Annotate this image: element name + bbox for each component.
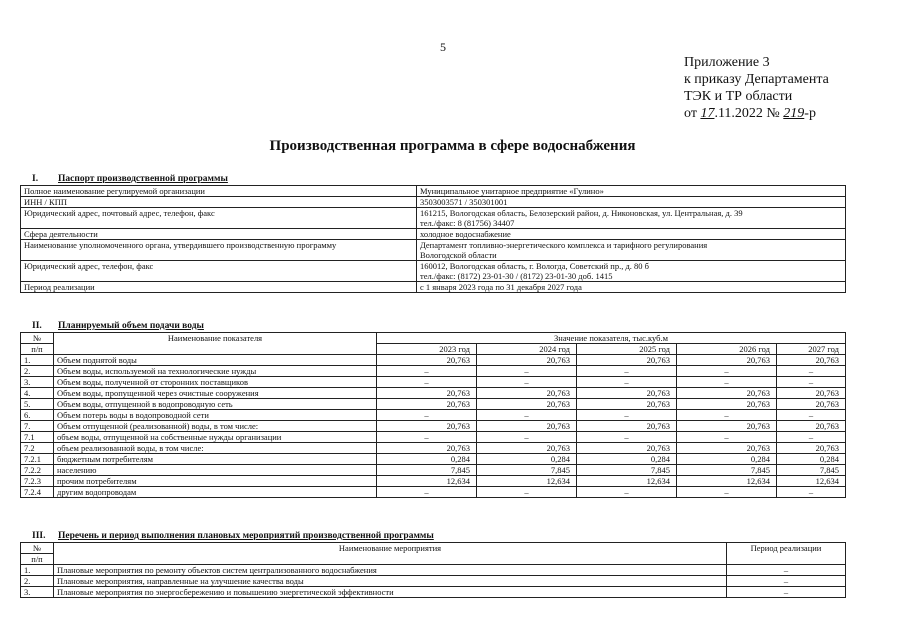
row-value: 20,763	[577, 355, 677, 366]
table-row	[21, 377, 846, 388]
passport-row	[21, 208, 846, 229]
table-row	[21, 421, 846, 432]
appendix-line-3: ТЭК и ТР области	[684, 89, 793, 104]
table-row	[21, 487, 846, 498]
row-value: –	[677, 487, 777, 498]
row-value: –	[577, 377, 677, 388]
row-value: 20,763	[577, 421, 677, 432]
document-title: Производственная программа в сфере водоснабжения	[269, 138, 636, 154]
row-indicator-name: населению	[54, 465, 377, 476]
row-value: 20,763	[377, 355, 477, 366]
row-value: 20,763	[677, 388, 777, 399]
date-prefix: от	[684, 106, 697, 121]
row-value: –	[777, 487, 846, 498]
table-row	[21, 454, 846, 465]
row-value: –	[777, 410, 846, 421]
row-value: 20,763	[577, 399, 677, 410]
section-1-title: Паспорт производственной программы	[58, 174, 228, 184]
row-value: –	[677, 432, 777, 443]
table-row	[21, 565, 846, 576]
row-value: 0,284	[477, 454, 577, 465]
passport-value	[417, 282, 846, 293]
row-value: 20,763	[477, 355, 577, 366]
header-no: №	[21, 333, 54, 344]
passport-label: ИНН / КПП	[21, 197, 417, 208]
row-value: –	[577, 410, 677, 421]
row-number: 7.2.3	[21, 476, 54, 487]
row-value: 20,763	[377, 399, 477, 410]
row-value: 12,634	[477, 476, 577, 487]
passport-value-line: с 1 января 2023 года по 31 декабря 2027 года	[420, 282, 582, 292]
section-3-title: Перечень и период выполнения плановых мероприятий производственной программы	[58, 531, 434, 541]
row-value: 20,763	[477, 421, 577, 432]
header-indicator-name: Наименование показателя	[54, 333, 377, 355]
row-value: –	[777, 377, 846, 388]
row-number: 7.2.4	[21, 487, 54, 498]
row-period: –	[727, 576, 846, 587]
row-value: –	[477, 366, 577, 377]
passport-label: Сфера деятельности	[21, 229, 417, 240]
row-value: 7,845	[677, 465, 777, 476]
passport-value-line-2: тел./факс: 8 (81756) 34407	[420, 218, 515, 228]
table-row	[21, 399, 846, 410]
passport-value	[417, 186, 846, 197]
row-measure-name: Плановые мероприятия по энергосбережению и повышению энергетической эффективности	[54, 587, 727, 598]
section-1-heading	[20, 174, 228, 184]
passport-value-line: холодное водоснабжение	[420, 229, 511, 239]
row-value: 0,284	[777, 454, 846, 465]
row-value: –	[677, 366, 777, 377]
passport-label: Полное наименование регулируемой организации	[21, 186, 417, 197]
header-indicator-value: Значение показателя, тыс.куб.м	[377, 333, 846, 344]
header-no: №	[21, 543, 54, 554]
row-value: 20,763	[777, 421, 846, 432]
passport-row	[21, 240, 846, 261]
passport-value-line: 160012, Вологодская область, г. Вологда, Советский пр., д. 80 б	[420, 261, 650, 271]
row-number: 5.	[21, 399, 54, 410]
row-number: 2.	[21, 576, 54, 587]
passport-row	[21, 229, 846, 240]
row-value: –	[477, 377, 577, 388]
row-number: 4.	[21, 388, 54, 399]
row-value: 12,634	[777, 476, 846, 487]
row-value: 0,284	[677, 454, 777, 465]
row-value: –	[377, 377, 477, 388]
passport-value	[417, 208, 846, 229]
row-indicator-name: другим водопроводам	[54, 487, 377, 498]
row-value: 20,763	[577, 388, 677, 399]
table-row	[21, 366, 846, 377]
passport-value-line: 161215, Вологодская область, Белозерский район, д. Никоновская, ул. Центральная, д. 39	[420, 208, 743, 218]
header-period: Период реализации	[727, 543, 846, 565]
row-value: 7,845	[477, 465, 577, 476]
passport-value-line-2: Вологодской области	[420, 250, 497, 260]
row-value: –	[377, 410, 477, 421]
row-value: –	[577, 432, 677, 443]
row-indicator-name: Объем отпущенной (реализованной) воды, в том числе:	[54, 421, 377, 432]
row-indicator-name: объем воды, отпущенной на собственные нужды организации	[54, 432, 377, 443]
date-rest: .11.2022 №	[714, 106, 780, 121]
table-row	[21, 476, 846, 487]
row-number: 1.	[21, 355, 54, 366]
row-value: 20,763	[377, 388, 477, 399]
row-indicator-name: прочим потребителям	[54, 476, 377, 487]
row-value: 20,763	[377, 421, 477, 432]
appendix-block	[684, 54, 829, 122]
header-year: 2025 год	[577, 344, 677, 355]
row-number: 7.2.1	[21, 454, 54, 465]
row-value: 20,763	[477, 399, 577, 410]
row-indicator-name: объем реализованной воды, в том числе:	[54, 443, 377, 454]
passport-value-line-2: тел./факс: (8172) 23-01-30 / (8172) 23-01-30 доб. 1415	[420, 271, 613, 281]
table-row	[21, 432, 846, 443]
row-number: 7.1	[21, 432, 54, 443]
row-number: 2.	[21, 366, 54, 377]
row-value: 20,763	[777, 399, 846, 410]
section-2-heading	[20, 321, 204, 331]
row-indicator-name: Объем потерь воды в водопроводной сети	[54, 410, 377, 421]
row-number: 1.	[21, 565, 54, 576]
row-value: 20,763	[677, 421, 777, 432]
row-value: –	[477, 410, 577, 421]
table-row	[21, 355, 846, 366]
table-row	[21, 576, 846, 587]
row-value: 20,763	[677, 443, 777, 454]
section-1-number: I.	[32, 174, 39, 184]
passport-value-line: Департамент топливно-энергетического комплекса и тарифного регулирования	[420, 240, 708, 250]
row-value: 20,763	[477, 443, 577, 454]
header-year: 2027 год	[777, 344, 846, 355]
row-value: 20,763	[477, 388, 577, 399]
row-value: –	[377, 487, 477, 498]
row-indicator-name: Объем поднятой воды	[54, 355, 377, 366]
section-3-heading	[20, 531, 434, 541]
row-number: 6.	[21, 410, 54, 421]
row-value: 12,634	[377, 476, 477, 487]
row-indicator-name: Объем воды, используемой на технологические нужды	[54, 366, 377, 377]
passport-label: Юридический адрес, телефон, факс	[21, 261, 417, 282]
header-year: 2026 год	[677, 344, 777, 355]
row-value: –	[477, 487, 577, 498]
row-indicator-name: Объем воды, полученной от сторонних поставщиков	[54, 377, 377, 388]
water-volume-table	[20, 332, 846, 498]
table-row	[21, 587, 846, 598]
row-value: 20,763	[377, 443, 477, 454]
row-value: 0,284	[577, 454, 677, 465]
passport-value-line: Муниципальное унитарное предприятие «Гулино»	[420, 186, 604, 196]
row-value: –	[777, 432, 846, 443]
row-value: 20,763	[777, 443, 846, 454]
page-number: 5	[440, 40, 446, 54]
row-value: –	[477, 432, 577, 443]
passport-label: Период реализации	[21, 282, 417, 293]
row-measure-name: Плановые мероприятия, направленные на улучшение качества воды	[54, 576, 727, 587]
table-row	[21, 465, 846, 476]
section-2-title: Планируемый объем подачи воды	[58, 321, 204, 331]
header-year: 2023 год	[377, 344, 477, 355]
table-row	[21, 410, 846, 421]
row-value: 20,763	[677, 399, 777, 410]
header-pp: п/п	[21, 554, 54, 565]
row-value: –	[577, 366, 677, 377]
row-value: 7,845	[777, 465, 846, 476]
row-number: 3.	[21, 587, 54, 598]
row-value: 12,634	[577, 476, 677, 487]
passport-value-line: 3503003571 / 350301001	[420, 197, 508, 207]
row-value: –	[677, 377, 777, 388]
row-number: 3.	[21, 377, 54, 388]
passport-label: Юридический адрес, почтовый адрес, телефон, факс	[21, 208, 417, 229]
row-value: 7,845	[377, 465, 477, 476]
row-value: 7,845	[577, 465, 677, 476]
order-suffix: -р	[804, 106, 816, 121]
row-value: 20,763	[777, 388, 846, 399]
passport-value	[417, 229, 846, 240]
passport-table	[20, 185, 846, 293]
order-number: 219	[783, 106, 805, 121]
row-value: –	[577, 487, 677, 498]
passport-value	[417, 261, 846, 282]
passport-row	[21, 186, 846, 197]
appendix-line-2: к приказу Департамента	[684, 72, 829, 87]
appendix-line-1: Приложение 3	[684, 55, 770, 70]
row-indicator-name: бюджетным потребителям	[54, 454, 377, 465]
appendix-date-line	[684, 105, 829, 122]
row-value: 20,763	[577, 443, 677, 454]
section-2-number: II.	[32, 321, 42, 331]
measures-table	[20, 542, 846, 598]
header-year: 2024 год	[477, 344, 577, 355]
row-value: –	[777, 366, 846, 377]
row-value: –	[377, 366, 477, 377]
row-period: –	[727, 587, 846, 598]
header-measure-name: Наименование мероприятия	[54, 543, 727, 565]
passport-label: Наименование уполномоченного органа, утвердившего производственную программу	[21, 240, 417, 261]
row-value: 20,763	[777, 355, 846, 366]
row-value: –	[377, 432, 477, 443]
table-row	[21, 388, 846, 399]
row-value: 12,634	[677, 476, 777, 487]
row-period: –	[727, 565, 846, 576]
row-indicator-name: Объем воды, отпущенной в водопроводную сеть	[54, 399, 377, 410]
row-number: 7.2.2	[21, 465, 54, 476]
section-3-number: III.	[32, 531, 46, 541]
header-pp: п/п	[21, 344, 54, 355]
row-value: 20,763	[677, 355, 777, 366]
date-day: 17	[700, 106, 715, 121]
row-indicator-name: Объем воды, пропущенной через очистные сооружения	[54, 388, 377, 399]
row-measure-name: Плановые мероприятия по ремонту объектов систем централизованного водоснабжения	[54, 565, 727, 576]
passport-value	[417, 197, 846, 208]
passport-row	[21, 197, 846, 208]
table-row	[21, 443, 846, 454]
row-number: 7.	[21, 421, 54, 432]
row-value: –	[677, 410, 777, 421]
passport-value	[417, 240, 846, 261]
passport-row	[21, 261, 846, 282]
row-number: 7.2	[21, 443, 54, 454]
passport-row	[21, 282, 846, 293]
row-value: 0,284	[377, 454, 477, 465]
